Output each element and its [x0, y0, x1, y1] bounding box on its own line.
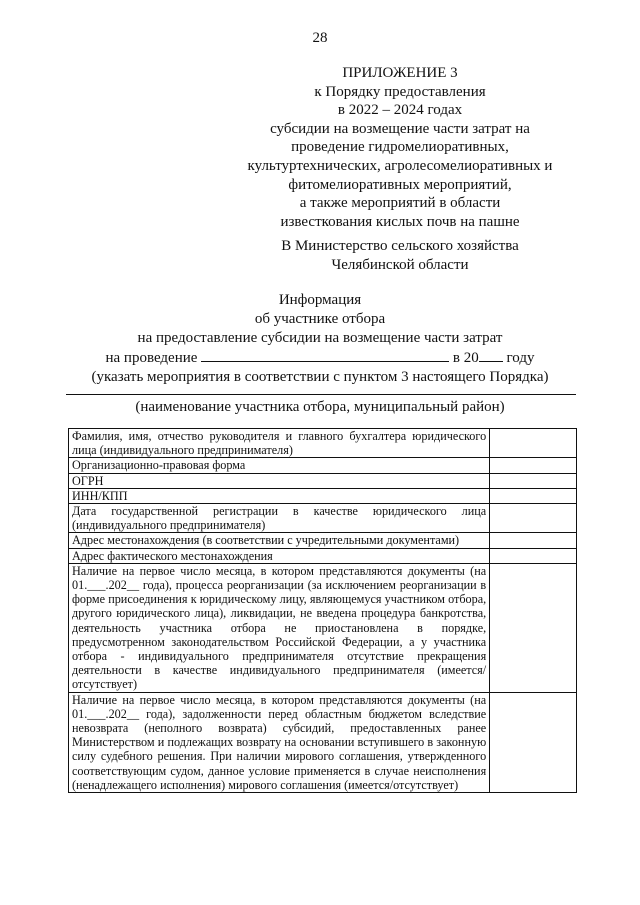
- table-row-value: [490, 548, 577, 563]
- table-row-label: Наличие на первое число месяца, в котором представляются документы (на 01.___.202__ года), задолженности перед областным бюджетом вследствие невозврата (неполного возврата) субсидий, предоставленных ранее Министерством и подлежащих возврату на основании вступившего в законную силу судебного решения. При наличии мирового соглашения, утвержденного соответствующим судом, данное условие применяется в случае неисполнения (ненадлежащего исполнения) мирового соглашения (имеется/отсутствует): [69, 692, 490, 792]
- appendix-line: культуртехнических, агролесомелиоративных и: [247, 157, 553, 174]
- addressee-line: В Министерство сельского хозяйства: [281, 238, 519, 254]
- table-row-label: ИНН/КПП: [69, 488, 490, 503]
- addressee: [220, 237, 580, 275]
- participant-name-line: [66, 394, 576, 395]
- table-row: [69, 488, 577, 503]
- table-row: [69, 458, 577, 473]
- table-row: [69, 533, 577, 548]
- info-title: Информация: [278, 292, 362, 308]
- activity-prefix: на проведение: [105, 350, 198, 366]
- table-row: [69, 692, 577, 792]
- table-row-value: [490, 533, 577, 548]
- participant-caption: (наименование участника отбора, муниципальный район): [135, 399, 505, 415]
- info-purpose: на предоставление субсидии на возмещение части затрат: [137, 330, 503, 346]
- table-row: [69, 504, 577, 533]
- appendix-line: в 2022 – 2024 годах: [337, 102, 463, 119]
- table-row-value: [490, 563, 577, 692]
- info-activity-line: [0, 348, 640, 368]
- addressee-line: Челябинской области: [331, 257, 469, 273]
- participant-info-table: [68, 428, 577, 793]
- table-row-label: Адрес местонахождения (в соответствии с учредительными документами): [69, 533, 490, 548]
- page-number: 28: [312, 30, 328, 46]
- table-row-value: [490, 504, 577, 533]
- appendix-line: известкования кислых почв на пашне: [280, 213, 520, 230]
- appendix-line: проведение гидромелиоративных,: [291, 139, 509, 156]
- table-row-label: Организационно-правовая форма: [69, 458, 490, 473]
- table-row-value: [490, 488, 577, 503]
- table-row-label: Наличие на первое число месяца, в котором представляются документы (на 01.___.202__ года), процесса реорганизации (за исключением реорганизации в форме присоединения к юридическому лицу, являющемуся участником отбора, другого юридического лица), ликвидации, не введена процедура банкротства, деятельность участника отбора не приостановлена в порядке, предусмотренном законодательством Российской Федерации, а у участника отбора - индивидуального предпринимателя отсутствие прекращения деятельности в качестве индивидуального предпринимателя (имеется/отсутствует): [69, 563, 490, 692]
- table-row: [69, 563, 577, 692]
- appendix-title: ПРИЛОЖЕНИЕ 3: [342, 65, 458, 81]
- table-row: [69, 429, 577, 458]
- table-row-label: Фамилия, имя, отчество руководителя и главного бухгалтера юридического лица (индивидуального предпринимателя): [69, 429, 490, 458]
- table-row-label: Дата государственной регистрации в качестве юридического лица (индивидуального предпринимателя): [69, 504, 490, 533]
- info-activity-note: (указать мероприятия в соответствии с пунктом 3 настоящего Порядка): [91, 369, 549, 385]
- table-row-value: [490, 458, 577, 473]
- table-row-label: ОГРН: [69, 473, 490, 488]
- activity-blank: [201, 348, 449, 362]
- appendix-line: фитомелиоративных мероприятий,: [288, 176, 512, 193]
- appendix-line: субсидии на возмещение части затрат на: [270, 120, 530, 137]
- table-row-label: Адрес фактического местонахождения: [69, 548, 490, 563]
- table-row: [69, 548, 577, 563]
- appendix-header: [220, 64, 580, 231]
- appendix-line: к Порядку предоставления: [314, 83, 486, 100]
- year-suffix: году: [506, 350, 535, 366]
- table-row-value: [490, 473, 577, 488]
- appendix-line: а также мероприятий в области: [299, 195, 501, 212]
- info-heading: [0, 291, 640, 387]
- table-row: [69, 473, 577, 488]
- info-subtitle: об участнике отбора: [254, 311, 386, 327]
- table-row-value: [490, 429, 577, 458]
- year-prefix: в 20: [452, 350, 479, 366]
- table-row-value: [490, 692, 577, 792]
- year-blank: [479, 348, 503, 362]
